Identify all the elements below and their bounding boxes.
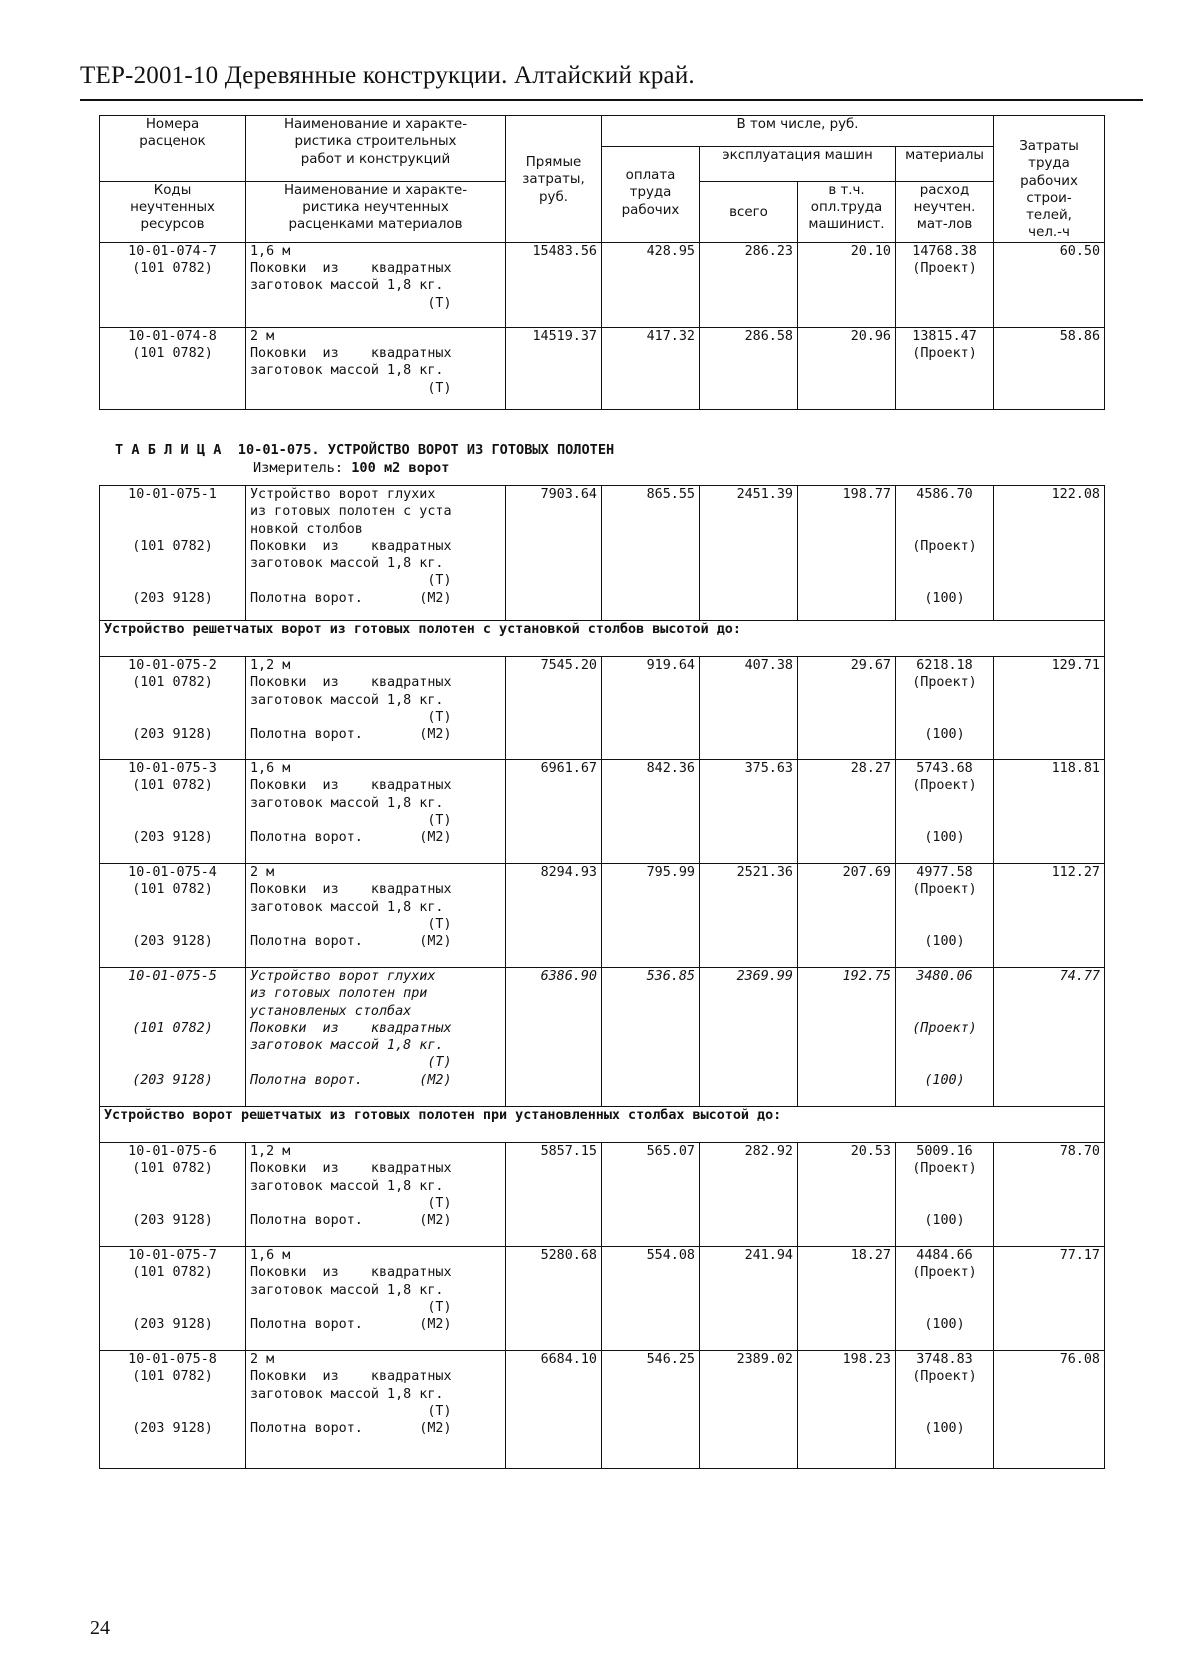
labor-hours: 58.86	[994, 327, 1105, 409]
page-number: 24	[90, 1617, 110, 1639]
meter-line	[253, 460, 449, 476]
labor-hours: 76.08	[994, 1351, 1105, 1469]
page-title: ТЕР-2001-10 Деревянные конструкции. Алтайский край.	[80, 62, 695, 89]
table-row	[100, 327, 1105, 409]
labor-hours: 77.17	[994, 1247, 1105, 1351]
labor-hours: 112.27	[994, 864, 1105, 968]
labor-pay: 565.07	[602, 1143, 700, 1247]
rate-name: 2 м Поковки из квадратных заготовок массой 1,8 кг. (Т) Полотна ворот. (М2)	[246, 1351, 506, 1469]
machines-total: 286.58	[700, 327, 798, 409]
materials: 6218.18 (Проект) (100)	[896, 657, 994, 760]
section-heading-row	[100, 1107, 1105, 1143]
meter-label: Измеритель:	[253, 460, 352, 476]
machinist-pay: 198.23	[798, 1351, 896, 1469]
rate-name: 1,6 м Поковки из квадратных заготовок массой 1,8 кг. (Т) Полотна ворот. (М2)	[246, 760, 506, 864]
rate-name: 1,2 м Поковки из квадратных заготовок массой 1,8 кг. (Т) Полотна ворот. (М2)	[246, 1143, 506, 1247]
labor-pay: 417.32	[602, 327, 700, 409]
rate-code: 10-01-074-7 (101 0782)	[100, 242, 246, 327]
machinist-pay: 192.75	[798, 968, 896, 1107]
header-zatraty: Затраты труда рабочих строи- телей, чел.-ч	[994, 116, 1105, 243]
machines-total: 375.63	[700, 760, 798, 864]
rate-code: 10-01-075-5 (101 0782) (203 9128)	[100, 968, 246, 1107]
machinist-pay: 28.27	[798, 760, 896, 864]
materials: 3748.83 (Проект) (100)	[896, 1351, 994, 1469]
rate-name: 2 м Поковки из квадратных заготовок массой 1,8 кг. (Т) Полотна ворот. (М2)	[246, 864, 506, 968]
table-row	[100, 1143, 1105, 1247]
machinist-pay: 207.69	[798, 864, 896, 968]
labor-hours: 78.70	[994, 1143, 1105, 1247]
direct-cost: 14519.37	[506, 327, 602, 409]
header-rashod: расход неучтен. мат-лов	[896, 181, 994, 242]
rate-name: 1,6 м Поковки из квадратных заготовок массой 1,8 кг. (Т)	[246, 242, 506, 327]
header-pryamye: Прямые затраты, руб.	[506, 116, 602, 243]
labor-hours: 122.08	[994, 486, 1105, 621]
materials: 14768.38 (Проект)	[896, 242, 994, 327]
rate-code: 10-01-075-4 (101 0782) (203 9128)	[100, 864, 246, 968]
direct-cost: 8294.93	[506, 864, 602, 968]
section-heading: Устройство решетчатых ворот из готовых полотен с установкой столбов высотой до:	[100, 621, 1105, 657]
materials: 5743.68 (Проект) (100)	[896, 760, 994, 864]
header-vtch: в т.ч. опл.труда машинист.	[798, 181, 896, 242]
table-row	[100, 486, 1105, 621]
rates-table-075	[99, 485, 1105, 1469]
section-heading-row	[100, 621, 1105, 657]
table-row	[100, 242, 1105, 327]
rate-code: 10-01-075-7 (101 0782) (203 9128)	[100, 1247, 246, 1351]
meter-value: 100 м2 ворот	[351, 460, 450, 476]
materials: 4586.70 (Проект) (100)	[896, 486, 994, 621]
labor-pay: 554.08	[602, 1247, 700, 1351]
labor-hours: 118.81	[994, 760, 1105, 864]
rate-name: 1,6 м Поковки из квадратных заготовок массой 1,8 кг. (Т) Полотна ворот. (М2)	[246, 1247, 506, 1351]
direct-cost: 7545.20	[506, 657, 602, 760]
labor-hours: 60.50	[994, 242, 1105, 327]
section-heading: Устройство ворот решетчатых из готовых полотен при установленных столбах высотой до:	[100, 1107, 1105, 1143]
machines-total: 407.38	[700, 657, 798, 760]
rate-code: 10-01-075-8 (101 0782) (203 9128)	[100, 1351, 246, 1469]
direct-cost: 5280.68	[506, 1247, 602, 1351]
header-materialy: материалы	[896, 147, 994, 182]
labor-pay: 795.99	[602, 864, 700, 968]
labor-hours: 129.71	[994, 657, 1105, 760]
table-row	[100, 1247, 1105, 1351]
direct-cost: 15483.56	[506, 242, 602, 327]
machines-total: 286.23	[700, 242, 798, 327]
table-row	[100, 864, 1105, 968]
rate-name: Устройство ворот глухих из готовых полотен с уста новкой столбов Поковки из квадратных заготовок массой 1,8 кг. (Т) Полотна ворот. (М2)	[246, 486, 506, 621]
direct-cost: 6684.10	[506, 1351, 602, 1469]
labor-pay: 428.95	[602, 242, 700, 327]
header-oplata: оплата труда рабочих	[602, 147, 700, 243]
table-row	[100, 760, 1105, 864]
labor-pay: 546.25	[602, 1351, 700, 1469]
machines-total: 241.94	[700, 1247, 798, 1351]
direct-cost: 6961.67	[506, 760, 602, 864]
table-title: Т А Б Л И Ц А 10-01-075. УСТРОЙСТВО ВОРОТ ИЗ ГОТОВЫХ ПОЛОТЕН	[115, 442, 615, 458]
direct-cost: 7903.64	[506, 486, 602, 621]
direct-cost: 5857.15	[506, 1143, 602, 1247]
rate-name: Устройство ворот глухих из готовых полотен при установленых столбах Поковки из квадратных заготовок массой 1,8 кг. (Т) Полотна ворот. (М2)	[246, 968, 506, 1107]
machines-total: 2389.02	[700, 1351, 798, 1469]
machinist-pay: 29.67	[798, 657, 896, 760]
header-v-tom-chisle: В том числе, руб.	[602, 116, 994, 147]
rate-name: 2 м Поковки из квадратных заготовок массой 1,8 кг. (Т)	[246, 327, 506, 409]
machines-total: 2451.39	[700, 486, 798, 621]
rates-table-top	[99, 115, 1105, 410]
table-row	[100, 968, 1105, 1107]
rate-code: 10-01-075-6 (101 0782) (203 9128)	[100, 1143, 246, 1247]
rate-code: 10-01-074-8 (101 0782)	[100, 327, 246, 409]
labor-pay: 865.55	[602, 486, 700, 621]
materials: 3480.06 (Проект) (100)	[896, 968, 994, 1107]
machinist-pay: 198.77	[798, 486, 896, 621]
table-row	[100, 657, 1105, 760]
labor-pay: 919.64	[602, 657, 700, 760]
labor-pay: 842.36	[602, 760, 700, 864]
rate-code: 10-01-075-3 (101 0782) (203 9128)	[100, 760, 246, 864]
materials: 13815.47 (Проект)	[896, 327, 994, 409]
table-row	[100, 1351, 1105, 1469]
rate-code: 10-01-075-2 (101 0782) (203 9128)	[100, 657, 246, 760]
title-divider	[80, 99, 1143, 101]
machinist-pay: 18.27	[798, 1247, 896, 1351]
labor-pay: 536.85	[602, 968, 700, 1107]
rate-code: 10-01-075-1 (101 0782) (203 9128)	[100, 486, 246, 621]
header-nomera: Номера расценок	[100, 116, 246, 182]
header-naim: Наименование и характе- ристика строительных работ и конструкций	[246, 116, 506, 182]
machines-total: 2521.36	[700, 864, 798, 968]
labor-hours: 74.77	[994, 968, 1105, 1107]
machinist-pay: 20.53	[798, 1143, 896, 1247]
header-kody: Коды неучтенных ресурсов	[100, 181, 246, 242]
materials: 4977.58 (Проект) (100)	[896, 864, 994, 968]
header-ekspl: эксплуатация машин	[700, 147, 896, 182]
machinist-pay: 20.96	[798, 327, 896, 409]
machines-total: 282.92	[700, 1143, 798, 1247]
header-naim2: Наименование и характе- ристика неучтенных расценками материалов	[246, 181, 506, 242]
materials: 5009.16 (Проект) (100)	[896, 1143, 994, 1247]
header-vsego: всего	[700, 181, 798, 242]
rate-name: 1,2 м Поковки из квадратных заготовок массой 1,8 кг. (Т) Полотна ворот. (М2)	[246, 657, 506, 760]
machinist-pay: 20.10	[798, 242, 896, 327]
materials: 4484.66 (Проект) (100)	[896, 1247, 994, 1351]
machines-total: 2369.99	[700, 968, 798, 1107]
direct-cost: 6386.90	[506, 968, 602, 1107]
